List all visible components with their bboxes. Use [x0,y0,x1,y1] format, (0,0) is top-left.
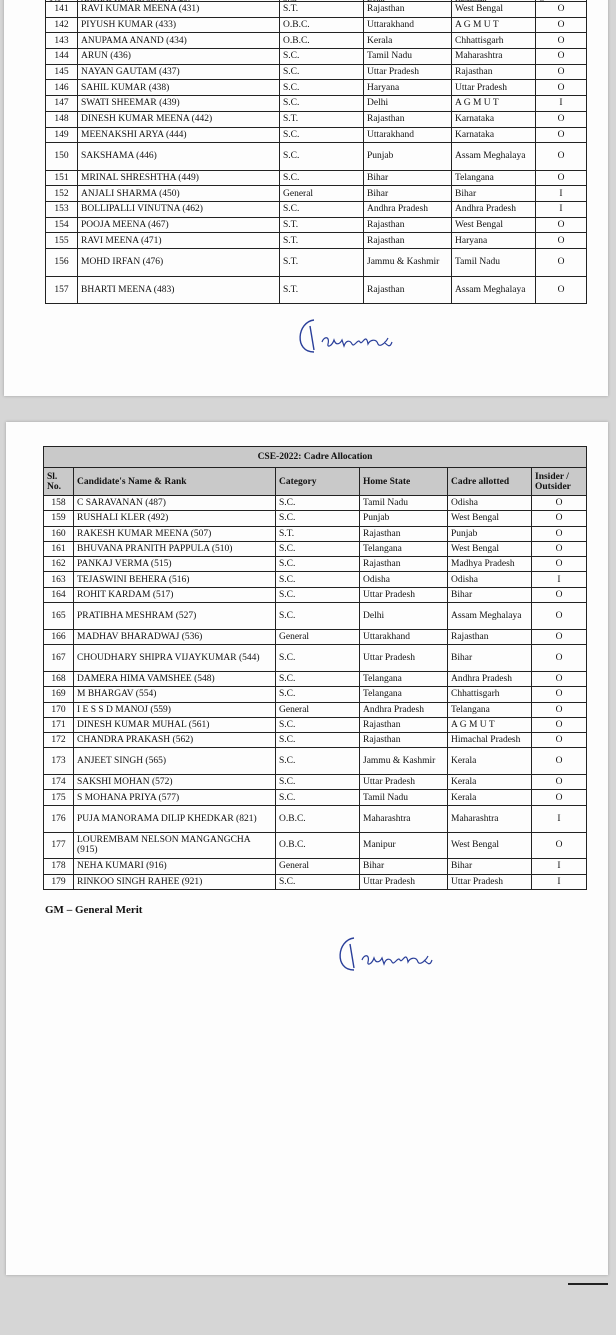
table-row [44,541,587,556]
cell-home: Rajasthan [360,717,448,732]
cell-cat: S.C. [276,733,360,748]
cell-cat: S.C. [280,202,364,218]
cell-sl: 167 [44,645,74,672]
cell-cat: S.C. [280,64,364,80]
cell-sl: 177 [44,832,74,859]
cell-name: LOUREMBAM NELSON MANGANGCHA (915) [74,832,276,859]
cell-cadre: Maharashtra [448,805,532,832]
cell-cadre: Andhra Pradesh [448,671,532,686]
cell-sl: 172 [44,733,74,748]
table-row [46,202,587,218]
cell-name: RAKESH KUMAR MEENA (507) [74,526,276,541]
cell-cadre: Chhattisgarh [448,687,532,702]
cell-name: S MOHANA PRIYA (577) [74,790,276,805]
document-page-1 [4,0,608,396]
cell-cadre: A G M U T [448,717,532,732]
cell-cadre: Telangana [452,170,536,186]
cell-io: O [532,832,587,859]
cell-home: Delhi [364,96,452,112]
cell-io: O [532,587,587,602]
table-row [44,790,587,805]
cell-home: Rajasthan [360,733,448,748]
cell-io: O [536,17,587,33]
table-row [46,2,587,18]
cell-cadre: Chhattisgarh [452,33,536,49]
cell-cat: O.B.C. [276,832,360,859]
cell-cadre: Uttar Pradesh [452,80,536,96]
cell-home: Rajasthan [364,276,452,303]
cell-cat: S.T. [280,233,364,249]
table-row [46,96,587,112]
cell-home: Telangana [360,541,448,556]
cell-name: C SARAVANAN (487) [74,496,276,511]
cell-home: Jammu & Kashmir [360,748,448,775]
table-row [46,143,587,170]
cell-name: CHANDRA PRAKASH (562) [74,733,276,748]
cell-name: PUJA MANORAMA DILIP KHEDKAR (821) [74,805,276,832]
col-header-category: Category [276,468,360,496]
cell-cadre: Madhya Pradesh [448,557,532,572]
cell-cat: S.C. [276,603,360,630]
cell-io: O [532,603,587,630]
cell-sl: 169 [44,687,74,702]
cell-home: Rajasthan [364,111,452,127]
cell-home: Uttar Pradesh [360,775,448,790]
cell-home: Bihar [364,186,452,202]
cell-home: Punjab [360,511,448,526]
cell-home: Uttarakhand [364,17,452,33]
cell-io: O [536,127,587,143]
cell-home: Rajasthan [360,557,448,572]
cell-cadre: Assam Meghalaya [448,603,532,630]
cell-home: Rajasthan [360,526,448,541]
cell-cadre: West Bengal [452,217,536,233]
cell-name: NEHA KUMARI (916) [74,859,276,874]
table-title: CSE-2022: Cadre Allocation [44,447,587,468]
cell-io: O [536,276,587,303]
cell-sl: 148 [46,111,78,127]
cell-name: RINKOO SINGH RAHEE (921) [74,874,276,889]
cell-name: ROHIT KARDAM (517) [74,587,276,602]
cell-sl: 160 [44,526,74,541]
cell-cadre: Rajasthan [448,629,532,644]
cell-home: Rajasthan [364,2,452,18]
cell-io: I [532,805,587,832]
cell-cat: O.B.C. [280,17,364,33]
cell-name: POOJA MEENA (467) [78,217,280,233]
cell-cadre: Odisha [448,572,532,587]
cell-name: SWATI SHEEMAR (439) [78,96,280,112]
cell-sl: 178 [44,859,74,874]
cell-io: O [536,233,587,249]
table-row [46,217,587,233]
cell-cat: S.C. [276,541,360,556]
cell-cadre: Kerala [448,790,532,805]
cell-cat: S.C. [276,671,360,686]
cell-home: Andhra Pradesh [360,702,448,717]
cell-cat: S.C. [276,748,360,775]
cell-sl: 146 [46,80,78,96]
cell-name: BOLLIPALLI VINUTNA (462) [78,202,280,218]
cell-sl: 176 [44,805,74,832]
table-row [46,249,587,276]
cell-name: CHOUDHARY SHIPRA VIJAYKUMAR (544) [74,645,276,672]
cell-cat: S.C. [276,511,360,526]
cell-home: Rajasthan [364,233,452,249]
cell-cat: S.C. [276,572,360,587]
cell-cadre: West Bengal [448,832,532,859]
table-row [46,33,587,49]
cell-name: RUSHALI KLER (492) [74,511,276,526]
table-row [44,603,587,630]
cell-sl: 154 [46,217,78,233]
cell-cat: General [276,702,360,717]
col-header-insider-outsider: Insider / Outsider [532,468,587,496]
cell-name: RAVI MEENA (471) [78,233,280,249]
cell-cat: S.C. [276,717,360,732]
cell-cat: O.B.C. [276,805,360,832]
cell-home: Tamil Nadu [360,790,448,805]
document-page-2 [6,422,608,1275]
cell-cat: S.T. [280,2,364,18]
cell-cat: General [276,629,360,644]
cell-cat: S.C. [280,49,364,65]
cell-home: Uttar Pradesh [364,64,452,80]
table-row [46,170,587,186]
cell-home: Bihar [360,859,448,874]
cell-name: M BHARGAV (554) [74,687,276,702]
table-row [46,17,587,33]
cell-cadre: Odisha [448,496,532,511]
cell-cat: S.C. [276,587,360,602]
cell-cat: S.T. [280,249,364,276]
cell-io: O [532,496,587,511]
cell-name: RAVI KUMAR MEENA (431) [78,2,280,18]
table-row [44,511,587,526]
cell-cadre: A G M U T [452,17,536,33]
cell-sl: 170 [44,702,74,717]
cell-sl: 179 [44,874,74,889]
cell-name: PRATIBHA MESHRAM (527) [74,603,276,630]
cell-cat: S.C. [276,687,360,702]
cell-io: O [532,526,587,541]
cell-name: NAYAN GAUTAM (437) [78,64,280,80]
cell-cat: S.C. [276,645,360,672]
signature [292,312,402,366]
cell-home: Bihar [364,170,452,186]
cell-home: Uttar Pradesh [360,587,448,602]
cell-name: DINESH KUMAR MUHAL (561) [74,717,276,732]
cell-io: O [536,33,587,49]
table-row [44,645,587,672]
cell-cadre: Bihar [452,186,536,202]
cell-name: SAHIL KUMAR (438) [78,80,280,96]
cell-cadre: Himachal Pradesh [448,733,532,748]
cell-cat: S.C. [276,790,360,805]
cell-home: Kerala [364,33,452,49]
cell-home: Maharashtra [360,805,448,832]
table-row [44,587,587,602]
cell-cat: S.C. [276,775,360,790]
cell-home: Uttarakhand [360,629,448,644]
cell-io: I [536,96,587,112]
cell-sl: 166 [44,629,74,644]
page-edge-line [568,1283,608,1285]
cell-cadre: Rajasthan [452,64,536,80]
cell-io: O [532,733,587,748]
cell-sl: 144 [46,49,78,65]
cell-sl: 151 [46,170,78,186]
cell-name: MRINAL SHRESHTHA (449) [78,170,280,186]
table-row [44,702,587,717]
cadre-allocation-table [43,446,587,890]
cell-io: O [532,775,587,790]
cell-home: Delhi [360,603,448,630]
cell-io: O [536,111,587,127]
signature [332,930,442,984]
table-row [44,687,587,702]
table-row [44,874,587,889]
cell-sl: 152 [46,186,78,202]
cell-home: Rajasthan [364,217,452,233]
cell-sl: 143 [46,33,78,49]
cell-io: O [532,629,587,644]
cell-home: Telangana [360,671,448,686]
cell-home: Punjab [364,143,452,170]
cell-name: SAKSHAMA (446) [78,143,280,170]
cell-home: Odisha [360,572,448,587]
cell-home: Haryana [364,80,452,96]
cell-io: O [532,687,587,702]
cell-name: ARUN (436) [78,49,280,65]
cell-cat: General [276,859,360,874]
cell-name: TEJASWINI BEHERA (516) [74,572,276,587]
table-row [46,276,587,303]
cell-cadre: West Bengal [448,541,532,556]
table-row [44,526,587,541]
cell-io: O [532,748,587,775]
cell-cat: S.C. [276,557,360,572]
cell-sl: 171 [44,717,74,732]
cell-sl: 165 [44,603,74,630]
table-row [46,127,587,143]
cell-cat: S.C. [280,80,364,96]
cell-io: O [532,717,587,732]
cell-sl: 161 [44,541,74,556]
table-row [44,748,587,775]
cell-io: O [532,702,587,717]
cell-sl: 141 [46,2,78,18]
legend-note: GM – General Merit [45,904,143,916]
cell-name: ANJALI SHARMA (450) [78,186,280,202]
cell-sl: 157 [46,276,78,303]
table-row [44,557,587,572]
cell-sl: 158 [44,496,74,511]
cell-sl: 156 [46,249,78,276]
cell-cadre: Tamil Nadu [452,249,536,276]
cell-io: O [536,49,587,65]
cell-io: I [536,202,587,218]
cell-name: MADHAV BHARADWAJ (536) [74,629,276,644]
cell-home: Jammu & Kashmir [364,249,452,276]
cell-io: O [532,511,587,526]
cell-cat: S.T. [276,526,360,541]
cell-sl: 155 [46,233,78,249]
cell-cat: S.C. [276,874,360,889]
cell-io: O [536,2,587,18]
cell-home: Andhra Pradesh [364,202,452,218]
cell-name: DAMERA HIMA VAMSHEE (548) [74,671,276,686]
cadre-table-continued [45,0,587,304]
cell-cat: S.C. [276,496,360,511]
cell-sl: 173 [44,748,74,775]
cell-name: ANUPAMA ANAND (434) [78,33,280,49]
cell-io: O [536,143,587,170]
cell-io: O [536,170,587,186]
col-header-sl: Sl. No. [44,468,74,496]
table-row [44,775,587,790]
cell-cadre: Kerala [448,748,532,775]
cell-name: BHUVANA PRANITH PAPPULA (510) [74,541,276,556]
cell-cat: S.T. [280,111,364,127]
cell-name: DINESH KUMAR MEENA (442) [78,111,280,127]
table-row [44,717,587,732]
cell-sl: 164 [44,587,74,602]
cell-sl: 168 [44,671,74,686]
cell-cat: General [280,186,364,202]
cell-home: Tamil Nadu [360,496,448,511]
cell-io: O [532,645,587,672]
table-row [44,629,587,644]
table-row [44,671,587,686]
cell-sl: 159 [44,511,74,526]
cell-cat: S.T. [280,276,364,303]
cell-cadre: West Bengal [452,2,536,18]
cell-cat: O.B.C. [280,33,364,49]
cell-home: Tamil Nadu [364,49,452,65]
cell-name: PIYUSH KUMAR (433) [78,17,280,33]
cell-sl: 147 [46,96,78,112]
col-header-name: Candidate's Name & Rank [74,468,276,496]
col-header-cadre: Cadre allotted [448,468,532,496]
cell-io: O [532,671,587,686]
cell-home: Manipur [360,832,448,859]
cell-io: O [536,249,587,276]
cell-cat: S.C. [280,143,364,170]
cell-name: MOHD IRFAN (476) [78,249,280,276]
cell-name: PANKAJ VERMA (515) [74,557,276,572]
table-row [44,832,587,859]
table-row [44,572,587,587]
cell-cadre: Bihar [448,587,532,602]
cell-sl: 150 [46,143,78,170]
cell-cadre: Andhra Pradesh [452,202,536,218]
cell-io: I [532,874,587,889]
cell-cadre: West Bengal [448,511,532,526]
table-row [46,186,587,202]
cell-io: I [532,572,587,587]
cell-home: Uttar Pradesh [360,874,448,889]
table-row [44,733,587,748]
table-row [44,859,587,874]
cell-cadre: Karnataka [452,111,536,127]
cell-cadre: Bihar [448,645,532,672]
cell-sl: 162 [44,557,74,572]
cell-name: I E S S D MANOJ (559) [74,702,276,717]
cell-home: Uttar Pradesh [360,645,448,672]
cell-home: Uttarakhand [364,127,452,143]
cell-name: BHARTI MEENA (483) [78,276,280,303]
cell-io: I [536,186,587,202]
table-row [44,496,587,511]
cell-sl: 145 [46,64,78,80]
cell-io: O [536,64,587,80]
cell-io: O [536,217,587,233]
cell-io: O [532,790,587,805]
cell-sl: 175 [44,790,74,805]
cell-cadre: Assam Meghalaya [452,276,536,303]
cell-io: O [532,557,587,572]
cell-cat: S.C. [280,170,364,186]
cell-cadre: Maharashtra [452,49,536,65]
cell-sl: 174 [44,775,74,790]
cell-cadre: Haryana [452,233,536,249]
cell-cadre: Kerala [448,775,532,790]
cell-name: ANJEET SINGH (565) [74,748,276,775]
cell-cadre: Karnataka [452,127,536,143]
table-row [46,80,587,96]
table-row [46,49,587,65]
table-row [46,233,587,249]
cell-cadre: Assam Meghalaya [452,143,536,170]
cell-sl: 153 [46,202,78,218]
cell-name: SAKSHI MOHAN (572) [74,775,276,790]
cell-cat: S.T. [280,217,364,233]
cell-sl: 163 [44,572,74,587]
table-row [46,111,587,127]
table-row [46,64,587,80]
cell-io: O [536,80,587,96]
cell-cat: S.C. [280,127,364,143]
cell-cadre: Punjab [448,526,532,541]
cell-io: O [532,541,587,556]
cell-cadre: Uttar Pradesh [448,874,532,889]
cell-cadre: A G M U T [452,96,536,112]
cell-home: Telangana [360,687,448,702]
col-header-home-state: Home State [360,468,448,496]
table-row [44,805,587,832]
cell-name: MEENAKSHI ARYA (444) [78,127,280,143]
cell-sl: 149 [46,127,78,143]
cell-io: I [532,859,587,874]
cell-cadre: Bihar [448,859,532,874]
cell-cadre: Telangana [448,702,532,717]
cell-sl: 142 [46,17,78,33]
cell-cat: S.C. [280,96,364,112]
